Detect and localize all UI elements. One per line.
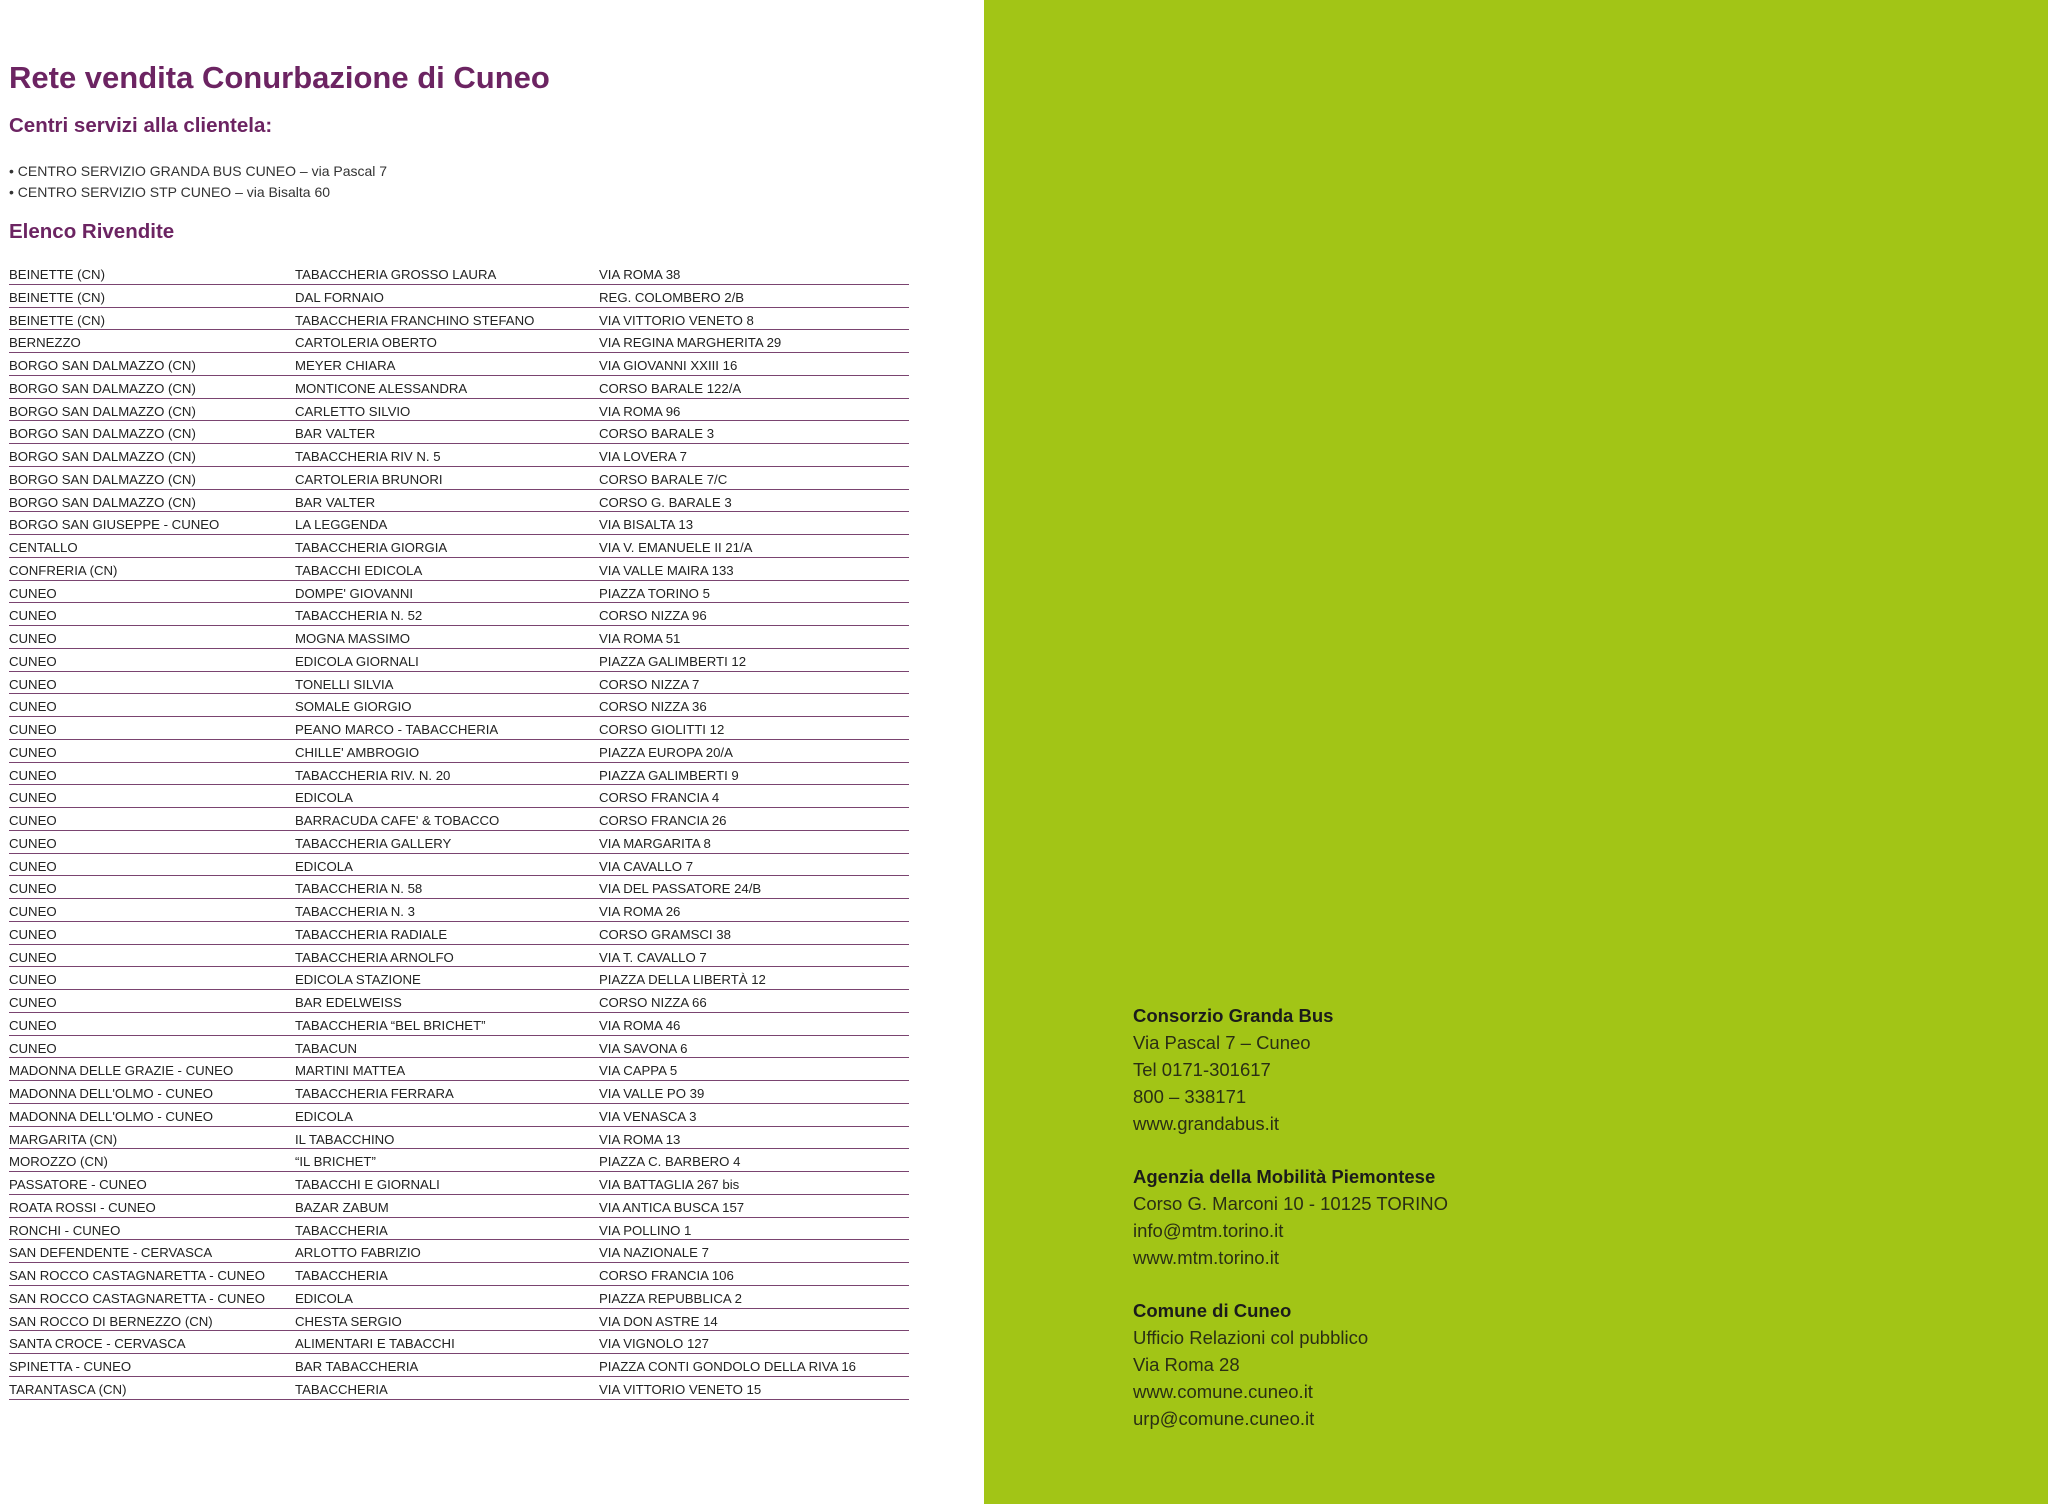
dealer-shop-cell: TABACCHERIA GROSSO LAURA (295, 267, 497, 282)
dealer-shop-cell: TABACUN (295, 1040, 358, 1056)
dealer-shop-cell: PEANO MARCO - TABACCHERIA (295, 722, 499, 737)
table-row (9, 1240, 909, 1263)
dealer-address-cell: VIA BATTAGLIA 267 bis (599, 1177, 740, 1192)
dealer-town-cell: BORGO SAN DALMAZZO (CN) (9, 449, 196, 464)
dealer-address-cell: VIA ROMA 96 (599, 403, 681, 419)
dealer-town-cell: BEINETTE (CN) (9, 312, 105, 328)
dealer-address-cell: VIA VITTORIO VENETO 8 (599, 312, 754, 328)
dealer-address-cell: VIA BISALTA 13 (599, 517, 694, 533)
contact-name: Agenzia della Mobilità Piemontese (1133, 1166, 1436, 1187)
dealer-address-cell: VIA VIGNOLO 127 (599, 1336, 709, 1352)
table-row (9, 899, 909, 922)
dealer-town-cell: CUNEO (9, 949, 57, 965)
dealer-shop-cell: BARRACUDA CAFE' & TOBACCO (295, 813, 500, 828)
dealer-address-cell: CORSO NIZZA 7 (599, 676, 700, 692)
dealer-shop-cell: TABACCHERIA GALLERY (295, 835, 452, 851)
dealer-town-cell: MADONNA DELL'OLMO - CUNEO (9, 1108, 214, 1124)
dealer-address-cell: CORSO GIOLITTI 12 (599, 722, 725, 737)
dealer-town-cell: SAN ROCCO CASTAGNARETTA - CUNEO (9, 1290, 265, 1306)
dealer-town-cell: SAN ROCCO DI BERNEZZO (CN) (9, 1313, 213, 1329)
table-row (9, 672, 909, 695)
dealer-town-cell: CUNEO (9, 972, 57, 988)
contacts-section (1133, 1002, 1448, 1458)
dealer-address-cell: PIAZZA REPUBBLICA 2 (599, 1290, 742, 1306)
dealer-shop-cell: TABACCHERIA N. 58 (295, 881, 423, 897)
table-row (9, 876, 909, 899)
table-row (9, 945, 909, 968)
table-row (9, 1218, 909, 1241)
table-row (9, 626, 909, 649)
table-row (9, 1286, 909, 1309)
table-row (9, 1331, 909, 1354)
dealer-town-cell: BEINETTE (CN) (9, 289, 105, 305)
dealer-shop-cell: BAR VALTER (295, 494, 376, 510)
table-row (9, 990, 909, 1013)
dealer-address-cell: VIA NAZIONALE 7 (599, 1245, 709, 1261)
dealer-shop-cell: EDICOLA (295, 1108, 353, 1124)
dealer-town-cell: CUNEO (9, 767, 57, 783)
service-centers-heading: Centri servizi alla clientela: (9, 114, 273, 137)
table-row (9, 1172, 909, 1195)
contact-block (1133, 1002, 1448, 1137)
dealer-shop-cell: CARTOLERIA OBERTO (295, 335, 437, 351)
dealer-shop-cell: CARTOLERIA BRUNORI (295, 471, 443, 487)
dealer-town-cell: CUNEO (9, 722, 57, 737)
service-center-item: • CENTRO SERVIZIO STP CUNEO – via Bisalta 60 (9, 184, 331, 200)
table-row (9, 717, 909, 740)
dealer-town-cell: PASSATORE - CUNEO (9, 1177, 147, 1192)
dealer-town-cell: SAN DEFENDENTE - CERVASCA (9, 1245, 213, 1261)
dealer-address-cell: PIAZZA GALIMBERTI 9 (599, 767, 739, 783)
dealer-town-cell: CUNEO (9, 813, 57, 828)
table-row (9, 581, 909, 604)
dealer-town-cell: CUNEO (9, 1017, 57, 1033)
dealer-address-cell: VIA ROMA 13 (599, 1131, 681, 1147)
dealer-town-cell: CUNEO (9, 790, 57, 806)
contact-line: Ufficio Relazioni col pubblico (1133, 1327, 1369, 1348)
dealer-shop-cell: TABACCHERIA RIV N. 5 (295, 449, 441, 464)
dealer-shop-cell: IL TABACCHINO (295, 1131, 395, 1147)
dealer-town-cell: CUNEO (9, 676, 57, 692)
table-row (9, 353, 909, 376)
dealer-address-cell: CORSO BARALE 122/A (599, 380, 742, 396)
dealer-shop-cell: ARLOTTO FABRIZIO (295, 1245, 421, 1261)
table-row (9, 262, 909, 285)
dealer-town-cell: BORGO SAN DALMAZZO (CN) (9, 358, 196, 373)
dealer-address-cell: VIA VALLE PO 39 (599, 1086, 705, 1101)
dealer-shop-cell: MOGNA MASSIMO (295, 631, 411, 646)
dealer-address-cell: CORSO BARALE 3 (599, 426, 715, 442)
contact-name: Comune di Cuneo (1133, 1300, 1292, 1321)
dealer-shop-cell: BAR EDELWEISS (295, 995, 402, 1010)
table-row (9, 649, 909, 672)
dealer-address-cell: VIA DON ASTRE 14 (599, 1313, 718, 1329)
dealer-town-cell: BEINETTE (CN) (9, 267, 105, 282)
dealer-shop-cell: BAR VALTER (295, 426, 376, 442)
table-row (9, 1354, 909, 1377)
table-row (9, 1081, 909, 1104)
dealer-address-cell: VIA ROMA 51 (599, 631, 681, 646)
dealer-town-cell: SPINETTA - CUNEO (9, 1359, 132, 1374)
dealer-town-cell: BORGO SAN DALMAZZO (CN) (9, 426, 196, 442)
dealer-shop-cell: TABACCHERIA ARNOLFO (295, 949, 454, 965)
dealer-shop-cell: TABACCHERIA (295, 1381, 388, 1397)
dealer-town-cell: MARGARITA (CN) (9, 1131, 118, 1147)
dealer-shop-cell: TABACCHI EDICOLA (295, 562, 423, 578)
dealer-shop-cell: TABACCHERIA N. 3 (295, 904, 415, 919)
table-row (9, 535, 909, 558)
dealer-shop-cell: ALIMENTARI E TABACCHI (295, 1336, 455, 1352)
table-row (9, 763, 909, 786)
table-row (9, 399, 909, 422)
dealer-town-cell: BORGO SAN DALMAZZO (CN) (9, 380, 196, 396)
table-row (9, 1036, 909, 1059)
table-row (9, 1195, 909, 1218)
contact-name: Consorzio Granda Bus (1133, 1005, 1334, 1026)
dealer-town-cell: BERNEZZO (9, 335, 81, 351)
table-row (9, 1013, 909, 1036)
dealer-address-cell: VIA ANTICA BUSCA 157 (599, 1199, 745, 1215)
contact-line: www.mtm.torino.it (1133, 1247, 1279, 1268)
dealer-shop-cell: LA LEGGENDA (295, 517, 388, 533)
dealer-address-cell: VIA VITTORIO VENETO 15 (599, 1381, 762, 1397)
contact-line: Corso G. Marconi 10 - 10125 TORINO (1133, 1193, 1448, 1214)
dealer-town-cell: BORGO SAN DALMAZZO (CN) (9, 403, 196, 419)
dealer-address-cell: PIAZZA CONTI GONDOLO DELLA RIVA 16 (599, 1359, 856, 1374)
dealer-shop-cell: TABACCHERIA FERRARA (295, 1086, 454, 1101)
dealer-address-cell: VIA MARGARITA 8 (599, 835, 711, 851)
dealer-shop-cell: DOMPE' GIOVANNI (295, 585, 414, 601)
dealer-shop-cell: “IL BRICHET” (295, 1154, 376, 1170)
dealer-shop-cell: TABACCHERIA (295, 1268, 388, 1283)
dealer-town-cell: CUNEO (9, 926, 57, 942)
dealer-address-cell: CORSO BARALE 7/C (599, 471, 728, 487)
dealer-address-cell: VIA REGINA MARGHERITA 29 (599, 335, 782, 351)
dealer-town-cell: MADONNA DELL'OLMO - CUNEO (9, 1086, 214, 1101)
dealer-town-cell: CUNEO (9, 744, 57, 760)
dealer-address-cell: VIA ROMA 26 (599, 904, 681, 919)
table-row (9, 444, 909, 467)
dealer-shop-cell: TABACCHERIA FRANCHINO STEFANO (295, 312, 535, 328)
dealer-shop-cell: DAL FORNAIO (295, 289, 384, 305)
dealer-shop-cell: TABACCHERIA “BEL BRICHET” (295, 1017, 486, 1033)
dealer-town-cell: SAN ROCCO CASTAGNARETTA - CUNEO (9, 1268, 265, 1283)
table-row (9, 376, 909, 399)
table-row (9, 308, 909, 331)
dealer-address-cell: CORSO GRAMSCI 38 (599, 926, 731, 942)
dealer-town-cell: CUNEO (9, 699, 57, 715)
contact-block (1133, 1163, 1448, 1271)
contact-line: urp@comune.cuneo.it (1133, 1408, 1315, 1429)
dealer-town-cell: CUNEO (9, 608, 57, 624)
dealer-address-cell: VIA DEL PASSATORE 24/B (599, 881, 762, 897)
dealer-town-cell: ROATA ROSSI - CUNEO (9, 1199, 156, 1215)
service-center-item: • CENTRO SERVIZIO GRANDA BUS CUNEO – via Pascal 7 (9, 163, 388, 179)
dealer-address-cell: VIA VENASCA 3 (599, 1108, 697, 1124)
dealer-address-cell: VIA SAVONA 6 (599, 1040, 688, 1056)
dealer-address-cell: CORSO NIZZA 66 (599, 995, 707, 1010)
dealer-town-cell: TARANTASCA (CN) (9, 1381, 127, 1397)
page-title: Rete vendita Conurbazione di Cuneo (9, 60, 550, 95)
table-row (9, 558, 909, 581)
table-row (9, 1127, 909, 1150)
dealer-address-cell: PIAZZA EUROPA 20/A (599, 744, 733, 760)
table-row (9, 1263, 909, 1286)
dealer-address-cell: PIAZZA C. BARBERO 4 (599, 1154, 741, 1170)
dealer-shop-cell: MONTICONE ALESSANDRA (295, 380, 468, 396)
table-row (9, 854, 909, 877)
dealer-town-cell: CUNEO (9, 904, 57, 919)
dealer-address-cell: VIA GIOVANNI XXIII 16 (599, 358, 738, 373)
dealer-town-cell: CUNEO (9, 881, 57, 897)
dealer-address-cell: PIAZZA DELLA LIBERTÀ 12 (599, 972, 766, 988)
dealer-shop-cell: TABACCHERIA (295, 1222, 388, 1238)
dealer-shop-cell: EDICOLA (295, 790, 353, 806)
contact-line: 800 – 338171 (1133, 1086, 1247, 1107)
dealer-shop-cell: BAR TABACCHERIA (295, 1359, 419, 1374)
dealer-address-cell: PIAZZA TORINO 5 (599, 585, 710, 601)
dealer-town-cell: CUNEO (9, 631, 57, 646)
dealer-shop-cell: EDICOLA STAZIONE (295, 972, 421, 988)
dealer-address-cell: PIAZZA GALIMBERTI 12 (599, 653, 747, 669)
dealer-address-cell: VIA V. EMANUELE II 21/A (599, 540, 753, 555)
dealer-shop-cell: CHILLE' AMBROGIO (295, 744, 420, 760)
table-row (9, 490, 909, 513)
dealer-town-cell: BORGO SAN GIUSEPPE - CUNEO (9, 517, 220, 533)
dealer-address-cell: VIA ROMA 46 (599, 1017, 681, 1033)
dealer-shop-cell: TABACCHERIA N. 52 (295, 608, 423, 624)
contact-line: Via Pascal 7 – Cuneo (1133, 1032, 1311, 1053)
dealer-address-cell: VIA POLLINO 1 (599, 1222, 692, 1238)
dealer-address-cell: VIA T. CAVALLO 7 (599, 949, 707, 965)
dealer-town-cell: MADONNA DELLE GRAZIE - CUNEO (9, 1063, 234, 1079)
dealer-town-cell: BORGO SAN DALMAZZO (CN) (9, 471, 196, 487)
table-row (9, 467, 909, 490)
left-page (0, 0, 984, 1504)
dealer-address-cell: REG. COLOMBERO 2/B (599, 289, 745, 305)
table-row (9, 330, 909, 353)
table-row (9, 922, 909, 945)
dealer-shop-cell: MARTINI MATTEA (295, 1063, 406, 1079)
table-row (9, 967, 909, 990)
table-row (9, 831, 909, 854)
dealer-shop-cell: EDICOLA (295, 858, 353, 874)
dealer-town-cell: BORGO SAN DALMAZZO (CN) (9, 494, 196, 510)
dealer-address-cell: VIA CAVALLO 7 (599, 858, 694, 874)
dealer-town-cell: SANTA CROCE - CERVASCA (9, 1336, 186, 1352)
dealer-address-cell: CORSO FRANCIA 106 (599, 1268, 734, 1283)
dealer-address-cell: CORSO FRANCIA 26 (599, 813, 727, 828)
service-centers-list (9, 161, 387, 203)
dealer-address-cell: CORSO G. BARALE 3 (599, 494, 732, 510)
table-row (9, 1058, 909, 1081)
table-row (9, 603, 909, 626)
table-row (9, 808, 909, 831)
contact-line: www.grandabus.it (1133, 1113, 1280, 1134)
table-row (9, 785, 909, 808)
dealer-town-cell: CONFRERIA (CN) (9, 562, 118, 578)
table-row (9, 285, 909, 308)
table-row (9, 512, 909, 535)
dealer-shop-cell: EDICOLA (295, 1290, 353, 1306)
dealer-address-cell: CORSO FRANCIA 4 (599, 790, 720, 806)
dealer-town-cell: CUNEO (9, 585, 57, 601)
dealer-shop-cell: BAZAR ZABUM (295, 1199, 389, 1215)
dealer-shop-cell: EDICOLA GIORNALI (295, 653, 419, 669)
dealer-shop-cell: CARLETTO SILVIO (295, 403, 411, 419)
dealers-heading: Elenco Rivendite (9, 220, 175, 243)
dealer-town-cell: CUNEO (9, 653, 57, 669)
table-row (9, 740, 909, 763)
dealer-town-cell: CUNEO (9, 1040, 57, 1056)
contact-line: Via Roma 28 (1133, 1354, 1240, 1375)
contact-line: info@mtm.torino.it (1133, 1220, 1284, 1241)
contact-line: www.comune.cuneo.it (1133, 1381, 1313, 1402)
contact-line: Tel 0171-301617 (1133, 1059, 1271, 1080)
dealer-address-cell: VIA CAPPA 5 (599, 1063, 678, 1079)
table-row (9, 1149, 909, 1172)
dealer-shop-cell: TONELLI SILVIA (295, 676, 394, 692)
dealer-town-cell: CUNEO (9, 835, 57, 851)
dealer-town-cell: RONCHI - CUNEO (9, 1222, 121, 1238)
dealer-shop-cell: MEYER CHIARA (295, 358, 396, 373)
dealer-address-cell: VIA LOVERA 7 (599, 449, 687, 464)
dealer-shop-cell: SOMALE GIORGIO (295, 699, 412, 715)
dealer-town-cell: CENTALLO (9, 540, 78, 555)
dealer-town-cell: MOROZZO (CN) (9, 1154, 108, 1170)
table-row (9, 1309, 909, 1332)
dealer-address-cell: VIA VALLE MAIRA 133 (599, 562, 734, 578)
dealer-shop-cell: TABACCHERIA RADIALE (295, 926, 448, 942)
dealer-town-cell: CUNEO (9, 858, 57, 874)
table-row (9, 694, 909, 717)
table-row (9, 421, 909, 444)
dealer-shop-cell: TABACCHERIA GIORGIA (295, 540, 448, 555)
table-row (9, 1377, 909, 1400)
dealer-shop-cell: TABACCHI E GIORNALI (295, 1177, 440, 1192)
dealer-address-cell: VIA ROMA 38 (599, 267, 681, 282)
contact-block (1133, 1297, 1448, 1432)
dealer-shop-cell: TABACCHERIA RIV. N. 20 (295, 767, 451, 783)
table-row (9, 1104, 909, 1127)
dealer-address-cell: CORSO NIZZA 96 (599, 608, 707, 624)
dealer-address-cell: CORSO NIZZA 36 (599, 699, 707, 715)
dealer-town-cell: CUNEO (9, 995, 57, 1010)
dealers-table (9, 262, 909, 1400)
dealer-shop-cell: CHESTA SERGIO (295, 1313, 402, 1329)
